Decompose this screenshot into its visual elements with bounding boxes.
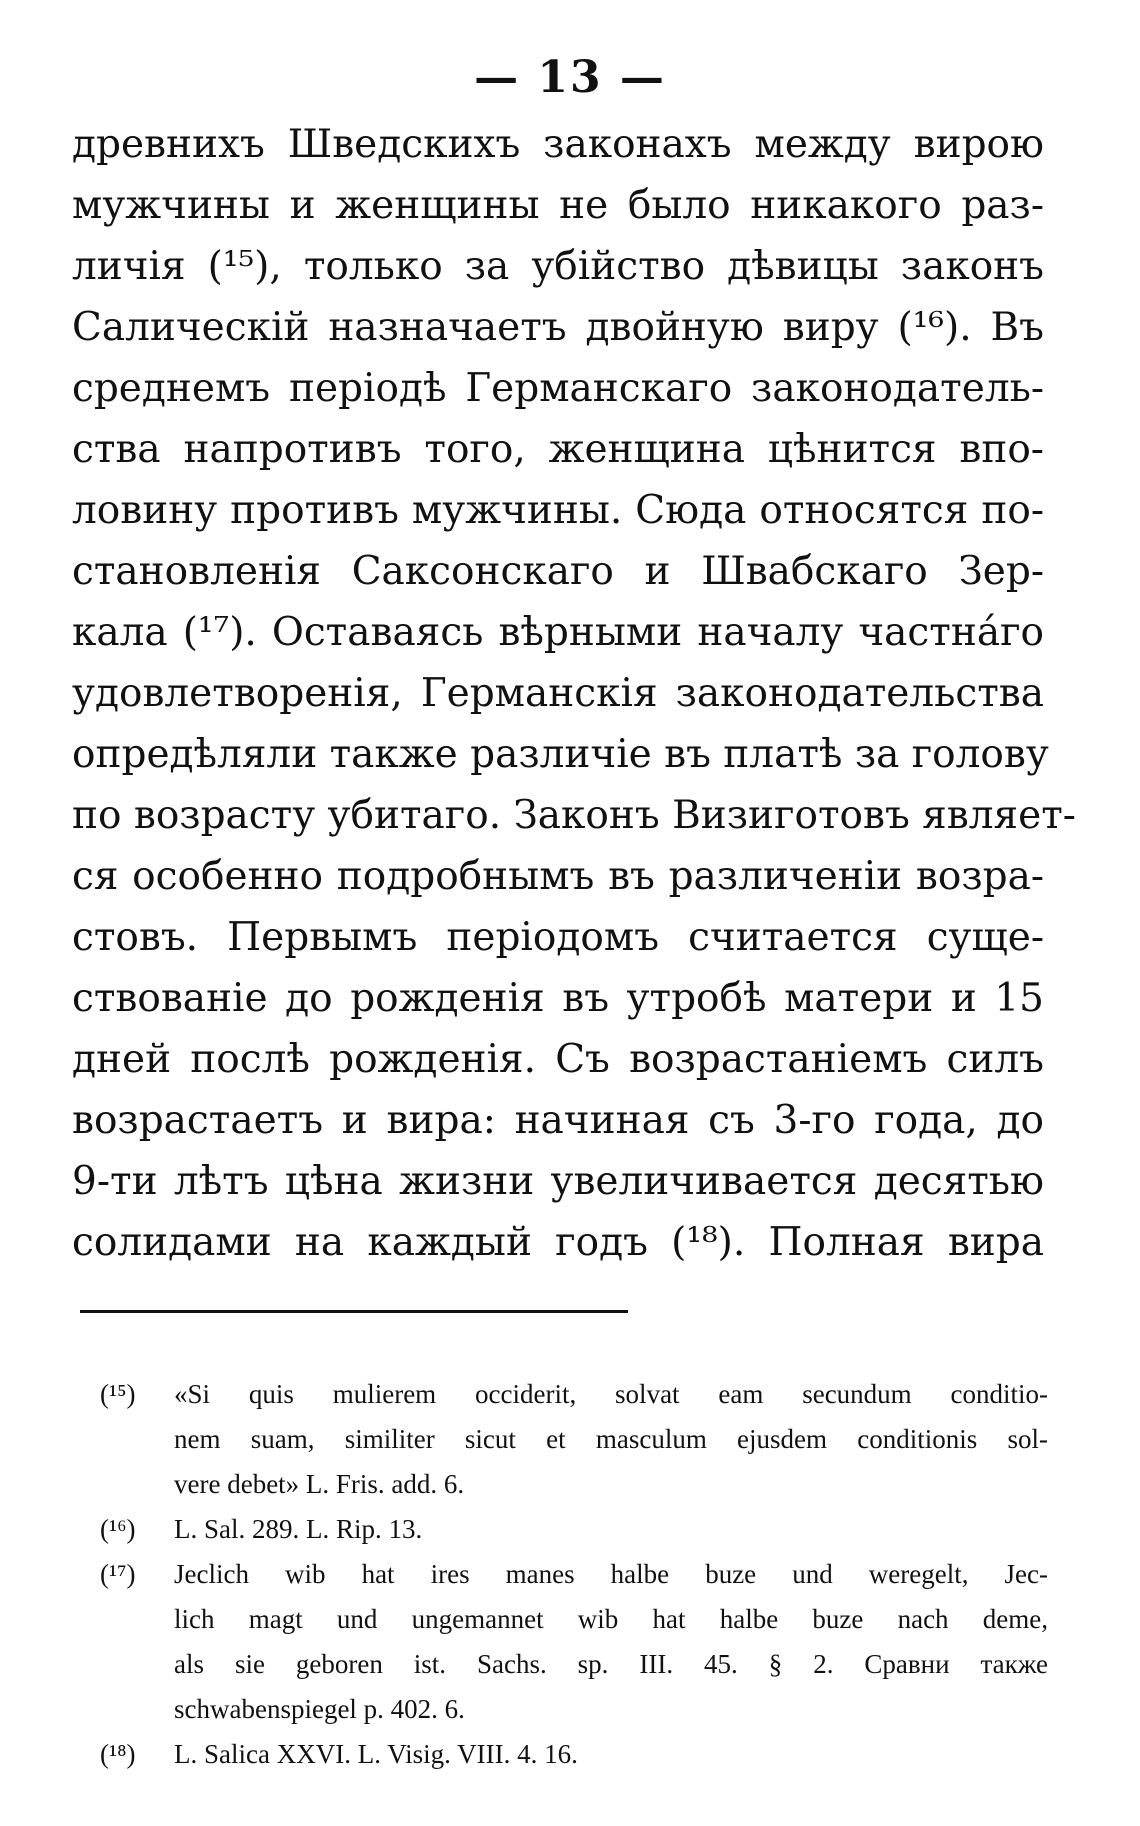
footnote-line: nem suam, similiter sicut et masculum ejusdem conditionis sol- <box>174 1424 1048 1454</box>
footnote-divider <box>80 1310 628 1313</box>
text-line: кала (¹⁷). Оставаясь вѣрными началу частнáго <box>72 610 1044 655</box>
footnote-marker: (¹⁸) <box>100 1739 136 1769</box>
footnote-15 <box>100 1372 1048 1507</box>
footnote-marker: (¹⁶) <box>100 1514 136 1544</box>
text-line: Салическій назначаетъ двойную виру (¹⁶). Въ <box>72 305 1044 350</box>
text-line: солидами на каждый годъ (¹⁸). Полная вира <box>72 1220 1044 1265</box>
footnote-line: L. Sal. 289. L. Rip. 13. <box>174 1514 423 1544</box>
footnote-line: lich magt und ungemannet wib hat halbe buze nach deme, <box>174 1604 1048 1634</box>
footnote-line: L. Salica XXVI. L. Visig. VIII. 4. 16. <box>174 1739 578 1769</box>
footnotes <box>100 1372 1048 1777</box>
text-line: стовъ. Первымъ періодомъ считается суще- <box>72 915 1044 960</box>
text-line: ствованіе до рожденія въ утробѣ матери и 15 <box>72 976 1044 1021</box>
text-line: 9-ти лѣтъ цѣна жизни увеличивается десятью <box>72 1159 1044 1204</box>
text-line: дней послѣ рожденія. Съ возрастаніемъ силъ <box>72 1037 1044 1082</box>
footnote-line: Jeclich wib hat ires manes halbe buze und weregelt, Jec- <box>174 1559 1048 1589</box>
footnote-17 <box>100 1552 1048 1732</box>
footnote-line: als sie geboren ist. Sachs. sp. III. 45. § 2. Сравни также <box>174 1649 1048 1679</box>
page-number: — 13 — <box>474 52 666 103</box>
text-line: ства напротивъ того, женщина цѣнится впо- <box>72 427 1044 472</box>
footnote-text <box>174 1552 1048 1732</box>
text-line: мужчины и женщины не было никакого раз- <box>72 183 1044 228</box>
text-line: древнихъ Шведскихъ законахъ между вирою <box>72 122 1044 167</box>
text-line: личія (¹⁵), только за убійство дѣвицы законъ <box>72 244 1044 289</box>
text-line: возрастаетъ и вира: начиная съ 3-го года, до <box>72 1098 1044 1143</box>
text-line: становленія Саксонскаго и Швабскаго Зер- <box>72 549 1044 594</box>
footnote-line: vere debet» L. Fris. add. 6. <box>174 1469 465 1499</box>
footnote-18 <box>100 1732 1048 1777</box>
text-line: опредѣляли также различіе въ платѣ за голову <box>72 732 1049 777</box>
main-text <box>72 114 1076 1273</box>
footnote-text <box>174 1732 1048 1777</box>
text-line: ловину противъ мужчины. Сюда относятся по- <box>72 488 1044 533</box>
text-line: среднемъ періодѣ Германскаго законодатель- <box>72 366 1044 411</box>
text-line: удовлетворенія, Германскія законодательства <box>72 671 1044 716</box>
footnote-text <box>174 1372 1048 1507</box>
text-line: ся особенно подробнымъ въ различеніи возра- <box>72 854 1044 899</box>
footnote-marker: (¹⁷) <box>100 1559 136 1589</box>
footnote-16 <box>100 1507 1048 1552</box>
footnote-line: schwabenspiegel p. 402. 6. <box>174 1694 465 1724</box>
text-line: по возрасту убитаго. Законъ Визиготовъ являет- <box>72 793 1076 838</box>
footnote-text <box>174 1507 1048 1552</box>
footnote-marker: (¹⁵) <box>100 1379 136 1409</box>
footnote-line: «Si quis mulierem occiderit, solvat eam secundum conditio- <box>174 1379 1048 1409</box>
